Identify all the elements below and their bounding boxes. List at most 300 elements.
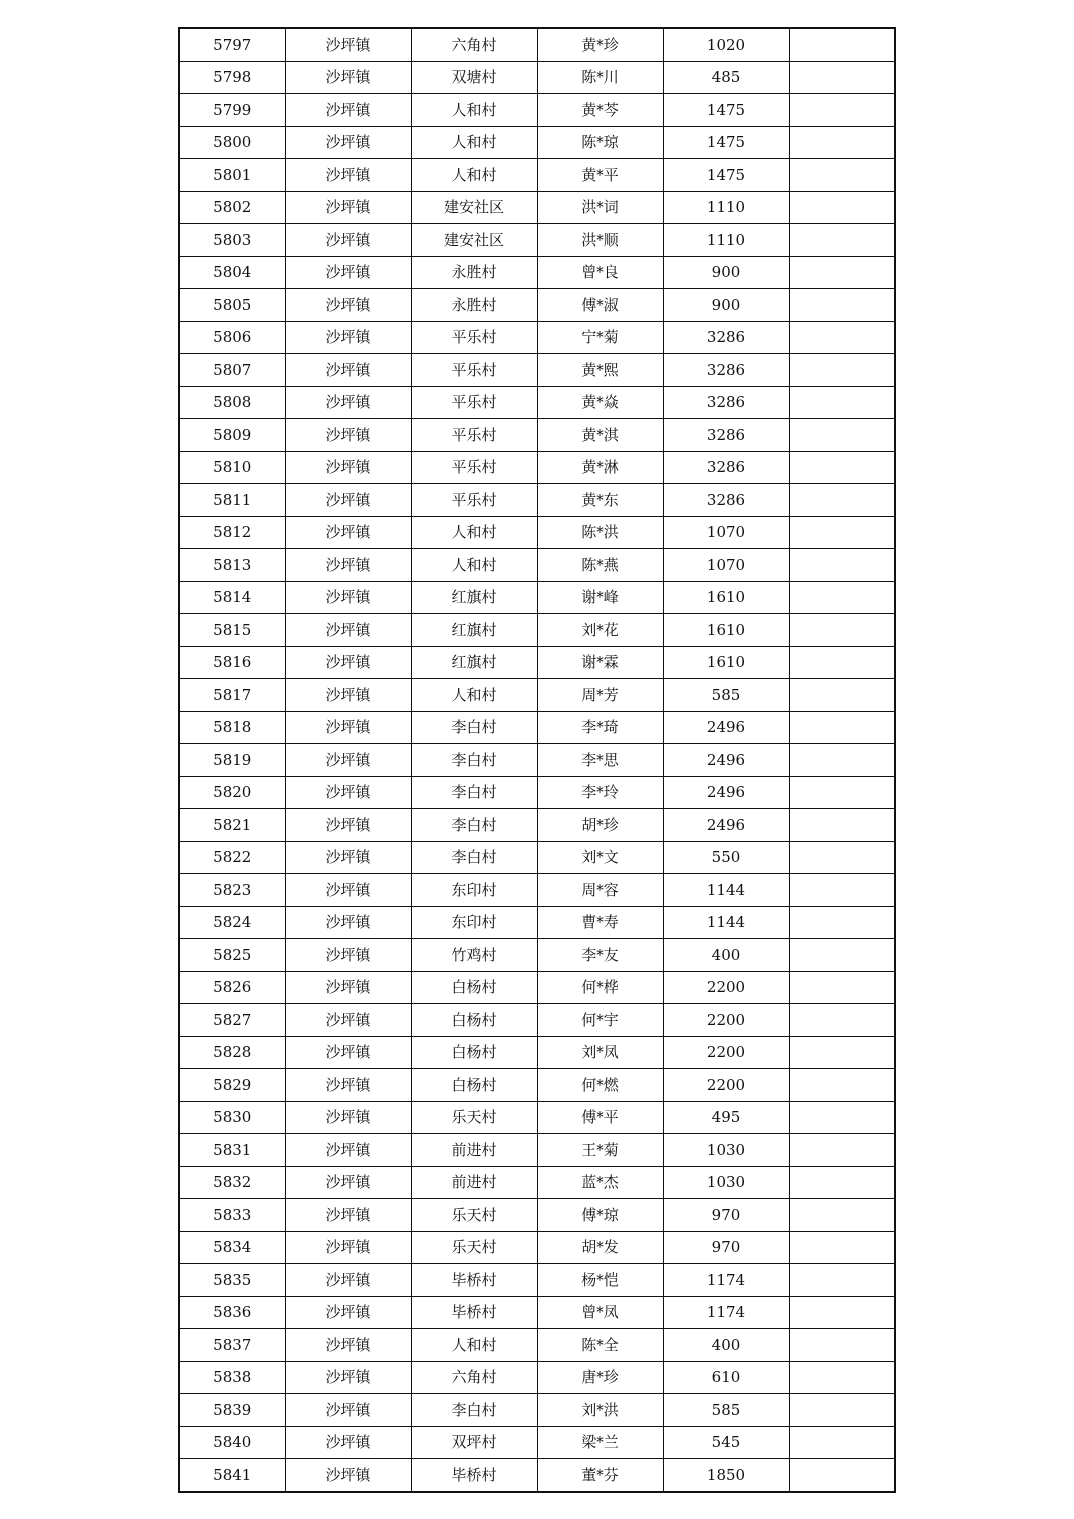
amount-cell: 585	[663, 1394, 789, 1427]
amount-cell: 2200	[663, 1004, 789, 1037]
town-cell: 沙坪镇	[285, 224, 411, 257]
table-row	[179, 1394, 895, 1427]
village-cell: 平乐村	[411, 451, 537, 484]
name-cell: 胡*发	[537, 1231, 663, 1264]
remark-cell	[789, 1296, 895, 1329]
serial-number-cell: 5840	[179, 1426, 285, 1459]
name-cell: 刘*花	[537, 614, 663, 647]
town-cell: 沙坪镇	[285, 841, 411, 874]
serial-number-cell: 5797	[179, 28, 285, 61]
amount-cell: 1144	[663, 874, 789, 907]
name-cell: 黄*东	[537, 484, 663, 517]
remark-cell	[789, 451, 895, 484]
amount-cell: 485	[663, 61, 789, 94]
table-row	[179, 321, 895, 354]
table-row	[179, 1296, 895, 1329]
town-cell: 沙坪镇	[285, 484, 411, 517]
remark-cell	[789, 1231, 895, 1264]
table-row	[179, 224, 895, 257]
town-cell: 沙坪镇	[285, 1004, 411, 1037]
amount-cell: 610	[663, 1361, 789, 1394]
name-cell: 黄*平	[537, 159, 663, 192]
village-cell: 人和村	[411, 159, 537, 192]
town-cell: 沙坪镇	[285, 549, 411, 582]
serial-number-cell: 5828	[179, 1036, 285, 1069]
town-cell: 沙坪镇	[285, 679, 411, 712]
name-cell: 杨*恺	[537, 1264, 663, 1297]
remark-cell	[789, 516, 895, 549]
town-cell: 沙坪镇	[285, 451, 411, 484]
amount-cell: 1030	[663, 1134, 789, 1167]
serial-number-cell: 5815	[179, 614, 285, 647]
town-cell: 沙坪镇	[285, 1329, 411, 1362]
name-cell: 李*友	[537, 939, 663, 972]
serial-number-cell: 5813	[179, 549, 285, 582]
table-row	[179, 874, 895, 907]
serial-number-cell: 5818	[179, 711, 285, 744]
remark-cell	[789, 874, 895, 907]
town-cell: 沙坪镇	[285, 419, 411, 452]
remark-cell	[789, 1166, 895, 1199]
serial-number-cell: 5804	[179, 256, 285, 289]
amount-cell: 2496	[663, 776, 789, 809]
remark-cell	[789, 711, 895, 744]
village-cell: 李白村	[411, 776, 537, 809]
amount-cell: 545	[663, 1426, 789, 1459]
village-cell: 双塘村	[411, 61, 537, 94]
remark-cell	[789, 1426, 895, 1459]
village-cell: 人和村	[411, 679, 537, 712]
serial-number-cell: 5824	[179, 906, 285, 939]
amount-cell: 1850	[663, 1459, 789, 1492]
serial-number-cell: 5803	[179, 224, 285, 257]
table-row	[179, 126, 895, 159]
village-cell: 建安社区	[411, 191, 537, 224]
table-row	[179, 581, 895, 614]
amount-cell: 1475	[663, 94, 789, 127]
name-cell: 周*芳	[537, 679, 663, 712]
village-cell: 平乐村	[411, 386, 537, 419]
remark-cell	[789, 581, 895, 614]
town-cell: 沙坪镇	[285, 809, 411, 842]
amount-cell: 900	[663, 289, 789, 322]
serial-number-cell: 5838	[179, 1361, 285, 1394]
town-cell: 沙坪镇	[285, 1361, 411, 1394]
village-cell: 人和村	[411, 1329, 537, 1362]
village-cell: 建安社区	[411, 224, 537, 257]
remark-cell	[789, 809, 895, 842]
remark-cell	[789, 1264, 895, 1297]
remark-cell	[789, 841, 895, 874]
amount-cell: 1475	[663, 126, 789, 159]
table-row	[179, 971, 895, 1004]
amount-cell: 900	[663, 256, 789, 289]
amount-cell: 2496	[663, 744, 789, 777]
serial-number-cell: 5801	[179, 159, 285, 192]
town-cell: 沙坪镇	[285, 1426, 411, 1459]
table-row	[179, 809, 895, 842]
village-cell: 双坪村	[411, 1426, 537, 1459]
remark-cell	[789, 386, 895, 419]
amount-cell: 1475	[663, 159, 789, 192]
table-row	[179, 1134, 895, 1167]
serial-number-cell: 5820	[179, 776, 285, 809]
town-cell: 沙坪镇	[285, 516, 411, 549]
name-cell: 陈*川	[537, 61, 663, 94]
remark-cell	[789, 939, 895, 972]
amount-cell: 2200	[663, 971, 789, 1004]
amount-cell: 2496	[663, 809, 789, 842]
village-cell: 白杨村	[411, 1004, 537, 1037]
remark-cell	[789, 549, 895, 582]
name-cell: 王*菊	[537, 1134, 663, 1167]
village-cell: 李白村	[411, 744, 537, 777]
village-cell: 乐天村	[411, 1101, 537, 1134]
amount-cell: 2200	[663, 1069, 789, 1102]
serial-number-cell: 5800	[179, 126, 285, 159]
remark-cell	[789, 679, 895, 712]
amount-cell: 1174	[663, 1296, 789, 1329]
table-row	[179, 906, 895, 939]
serial-number-cell: 5798	[179, 61, 285, 94]
town-cell: 沙坪镇	[285, 1231, 411, 1264]
name-cell: 黄*焱	[537, 386, 663, 419]
name-cell: 李*玲	[537, 776, 663, 809]
amount-cell: 1174	[663, 1264, 789, 1297]
remark-cell	[789, 159, 895, 192]
town-cell: 沙坪镇	[285, 28, 411, 61]
serial-number-cell: 5830	[179, 1101, 285, 1134]
town-cell: 沙坪镇	[285, 191, 411, 224]
serial-number-cell: 5835	[179, 1264, 285, 1297]
table-row	[179, 28, 895, 61]
village-cell: 前进村	[411, 1166, 537, 1199]
name-cell: 洪*词	[537, 191, 663, 224]
town-cell: 沙坪镇	[285, 1101, 411, 1134]
town-cell: 沙坪镇	[285, 289, 411, 322]
table-row	[179, 549, 895, 582]
name-cell: 李*思	[537, 744, 663, 777]
name-cell: 傅*平	[537, 1101, 663, 1134]
serial-number-cell: 5823	[179, 874, 285, 907]
village-cell: 李白村	[411, 841, 537, 874]
amount-cell: 1610	[663, 614, 789, 647]
amount-cell: 2496	[663, 711, 789, 744]
serial-number-cell: 5799	[179, 94, 285, 127]
village-cell: 人和村	[411, 549, 537, 582]
amount-cell: 1110	[663, 191, 789, 224]
name-cell: 蓝*杰	[537, 1166, 663, 1199]
amount-cell: 550	[663, 841, 789, 874]
name-cell: 何*宇	[537, 1004, 663, 1037]
amount-cell: 1610	[663, 581, 789, 614]
town-cell: 沙坪镇	[285, 1069, 411, 1102]
table-row	[179, 1004, 895, 1037]
table-row	[179, 191, 895, 224]
town-cell: 沙坪镇	[285, 61, 411, 94]
serial-number-cell: 5839	[179, 1394, 285, 1427]
amount-cell: 1070	[663, 516, 789, 549]
name-cell: 周*容	[537, 874, 663, 907]
town-cell: 沙坪镇	[285, 94, 411, 127]
table-row	[179, 1199, 895, 1232]
serial-number-cell: 5821	[179, 809, 285, 842]
remark-cell	[789, 28, 895, 61]
remark-cell	[789, 61, 895, 94]
name-cell: 陈*全	[537, 1329, 663, 1362]
amount-cell: 1030	[663, 1166, 789, 1199]
amount-cell: 1020	[663, 28, 789, 61]
serial-number-cell: 5810	[179, 451, 285, 484]
remark-cell	[789, 354, 895, 387]
table-row	[179, 516, 895, 549]
village-cell: 竹鸡村	[411, 939, 537, 972]
village-cell: 人和村	[411, 126, 537, 159]
village-cell: 前进村	[411, 1134, 537, 1167]
serial-number-cell: 5825	[179, 939, 285, 972]
town-cell: 沙坪镇	[285, 711, 411, 744]
table-row	[179, 354, 895, 387]
remark-cell	[789, 1004, 895, 1037]
village-cell: 人和村	[411, 94, 537, 127]
serial-number-cell: 5834	[179, 1231, 285, 1264]
village-cell: 平乐村	[411, 321, 537, 354]
name-cell: 何*燃	[537, 1069, 663, 1102]
serial-number-cell: 5826	[179, 971, 285, 1004]
serial-number-cell: 5817	[179, 679, 285, 712]
village-cell: 永胜村	[411, 256, 537, 289]
serial-number-cell: 5831	[179, 1134, 285, 1167]
remark-cell	[789, 1036, 895, 1069]
village-cell: 白杨村	[411, 1069, 537, 1102]
remark-cell	[789, 484, 895, 517]
name-cell: 洪*顺	[537, 224, 663, 257]
table-row	[179, 1426, 895, 1459]
amount-cell: 3286	[663, 484, 789, 517]
town-cell: 沙坪镇	[285, 386, 411, 419]
remark-cell	[789, 1101, 895, 1134]
name-cell: 曾*良	[537, 256, 663, 289]
remark-cell	[789, 1361, 895, 1394]
serial-number-cell: 5819	[179, 744, 285, 777]
town-cell: 沙坪镇	[285, 321, 411, 354]
serial-number-cell: 5805	[179, 289, 285, 322]
town-cell: 沙坪镇	[285, 614, 411, 647]
amount-cell: 3286	[663, 354, 789, 387]
amount-cell: 970	[663, 1199, 789, 1232]
town-cell: 沙坪镇	[285, 1296, 411, 1329]
table-row	[179, 289, 895, 322]
table-row	[179, 94, 895, 127]
serial-number-cell: 5827	[179, 1004, 285, 1037]
remark-cell	[789, 321, 895, 354]
name-cell: 刘*凤	[537, 1036, 663, 1069]
name-cell: 刘*洪	[537, 1394, 663, 1427]
table-row	[179, 1069, 895, 1102]
remark-cell	[789, 1199, 895, 1232]
town-cell: 沙坪镇	[285, 1166, 411, 1199]
village-cell: 平乐村	[411, 484, 537, 517]
town-cell: 沙坪镇	[285, 874, 411, 907]
village-cell: 乐天村	[411, 1231, 537, 1264]
name-cell: 傅*琼	[537, 1199, 663, 1232]
amount-cell: 1144	[663, 906, 789, 939]
remark-cell	[789, 776, 895, 809]
remark-cell	[789, 191, 895, 224]
serial-number-cell: 5806	[179, 321, 285, 354]
remark-cell	[789, 971, 895, 1004]
name-cell: 刘*文	[537, 841, 663, 874]
town-cell: 沙坪镇	[285, 1036, 411, 1069]
remark-cell	[789, 906, 895, 939]
table-row	[179, 1101, 895, 1134]
village-cell: 毕桥村	[411, 1459, 537, 1492]
amount-cell: 3286	[663, 419, 789, 452]
amount-cell: 3286	[663, 386, 789, 419]
serial-number-cell: 5841	[179, 1459, 285, 1492]
town-cell: 沙坪镇	[285, 1394, 411, 1427]
remark-cell	[789, 419, 895, 452]
village-cell: 六角村	[411, 1361, 537, 1394]
village-cell: 东印村	[411, 874, 537, 907]
remark-cell	[789, 1329, 895, 1362]
name-cell: 谢*峰	[537, 581, 663, 614]
amount-cell: 1610	[663, 646, 789, 679]
town-cell: 沙坪镇	[285, 906, 411, 939]
town-cell: 沙坪镇	[285, 744, 411, 777]
serial-number-cell: 5832	[179, 1166, 285, 1199]
village-cell: 红旗村	[411, 614, 537, 647]
name-cell: 黄*熙	[537, 354, 663, 387]
village-cell: 人和村	[411, 516, 537, 549]
town-cell: 沙坪镇	[285, 1459, 411, 1492]
town-cell: 沙坪镇	[285, 159, 411, 192]
table-row	[179, 744, 895, 777]
table-row	[179, 1329, 895, 1362]
town-cell: 沙坪镇	[285, 971, 411, 1004]
village-cell: 李白村	[411, 809, 537, 842]
remark-cell	[789, 1459, 895, 1492]
table-row	[179, 711, 895, 744]
amount-cell: 1110	[663, 224, 789, 257]
town-cell: 沙坪镇	[285, 776, 411, 809]
amount-cell: 495	[663, 1101, 789, 1134]
table-row	[179, 386, 895, 419]
village-cell: 红旗村	[411, 581, 537, 614]
table-row	[179, 451, 895, 484]
village-cell: 平乐村	[411, 354, 537, 387]
table-row	[179, 159, 895, 192]
serial-number-cell: 5829	[179, 1069, 285, 1102]
village-cell: 永胜村	[411, 289, 537, 322]
name-cell: 傅*淑	[537, 289, 663, 322]
serial-number-cell: 5811	[179, 484, 285, 517]
serial-number-cell: 5802	[179, 191, 285, 224]
town-cell: 沙坪镇	[285, 126, 411, 159]
serial-number-cell: 5809	[179, 419, 285, 452]
amount-cell: 3286	[663, 451, 789, 484]
serial-number-cell: 5837	[179, 1329, 285, 1362]
remark-cell	[789, 614, 895, 647]
amount-cell: 1070	[663, 549, 789, 582]
town-cell: 沙坪镇	[285, 1264, 411, 1297]
name-cell: 陈*洪	[537, 516, 663, 549]
table-row	[179, 1036, 895, 1069]
remark-cell	[789, 94, 895, 127]
town-cell: 沙坪镇	[285, 646, 411, 679]
town-cell: 沙坪镇	[285, 581, 411, 614]
village-cell: 白杨村	[411, 1036, 537, 1069]
name-cell: 梁*兰	[537, 1426, 663, 1459]
name-cell: 陈*燕	[537, 549, 663, 582]
table-row	[179, 646, 895, 679]
table-body	[179, 28, 895, 1492]
name-cell: 董*芬	[537, 1459, 663, 1492]
amount-cell: 585	[663, 679, 789, 712]
name-cell: 何*桦	[537, 971, 663, 1004]
name-cell: 黄*淇	[537, 419, 663, 452]
town-cell: 沙坪镇	[285, 1199, 411, 1232]
town-cell: 沙坪镇	[285, 354, 411, 387]
village-cell: 乐天村	[411, 1199, 537, 1232]
table-row	[179, 419, 895, 452]
name-cell: 胡*珍	[537, 809, 663, 842]
town-cell: 沙坪镇	[285, 1134, 411, 1167]
remark-cell	[789, 646, 895, 679]
remark-cell	[789, 289, 895, 322]
name-cell: 李*琦	[537, 711, 663, 744]
serial-number-cell: 5822	[179, 841, 285, 874]
name-cell: 唐*珍	[537, 1361, 663, 1394]
table-row	[179, 841, 895, 874]
name-cell: 黄*淋	[537, 451, 663, 484]
serial-number-cell: 5807	[179, 354, 285, 387]
remark-cell	[789, 126, 895, 159]
table-row	[179, 1231, 895, 1264]
village-cell: 东印村	[411, 906, 537, 939]
serial-number-cell: 5814	[179, 581, 285, 614]
amount-cell: 400	[663, 1329, 789, 1362]
table-row	[179, 61, 895, 94]
table-row	[179, 1459, 895, 1492]
serial-number-cell: 5816	[179, 646, 285, 679]
table-row	[179, 1264, 895, 1297]
data-table	[178, 27, 896, 1493]
remark-cell	[789, 1394, 895, 1427]
name-cell: 陈*琼	[537, 126, 663, 159]
serial-number-cell: 5812	[179, 516, 285, 549]
name-cell: 谢*霖	[537, 646, 663, 679]
town-cell: 沙坪镇	[285, 256, 411, 289]
village-cell: 毕桥村	[411, 1296, 537, 1329]
town-cell: 沙坪镇	[285, 939, 411, 972]
village-cell: 红旗村	[411, 646, 537, 679]
table-row	[179, 679, 895, 712]
remark-cell	[789, 1069, 895, 1102]
name-cell: 黄*芩	[537, 94, 663, 127]
name-cell: 曾*凤	[537, 1296, 663, 1329]
serial-number-cell: 5833	[179, 1199, 285, 1232]
village-cell: 毕桥村	[411, 1264, 537, 1297]
name-cell: 黄*珍	[537, 28, 663, 61]
amount-cell: 3286	[663, 321, 789, 354]
table-row	[179, 484, 895, 517]
village-cell: 平乐村	[411, 419, 537, 452]
amount-cell: 2200	[663, 1036, 789, 1069]
table-row	[179, 776, 895, 809]
table-row	[179, 614, 895, 647]
amount-cell: 970	[663, 1231, 789, 1264]
